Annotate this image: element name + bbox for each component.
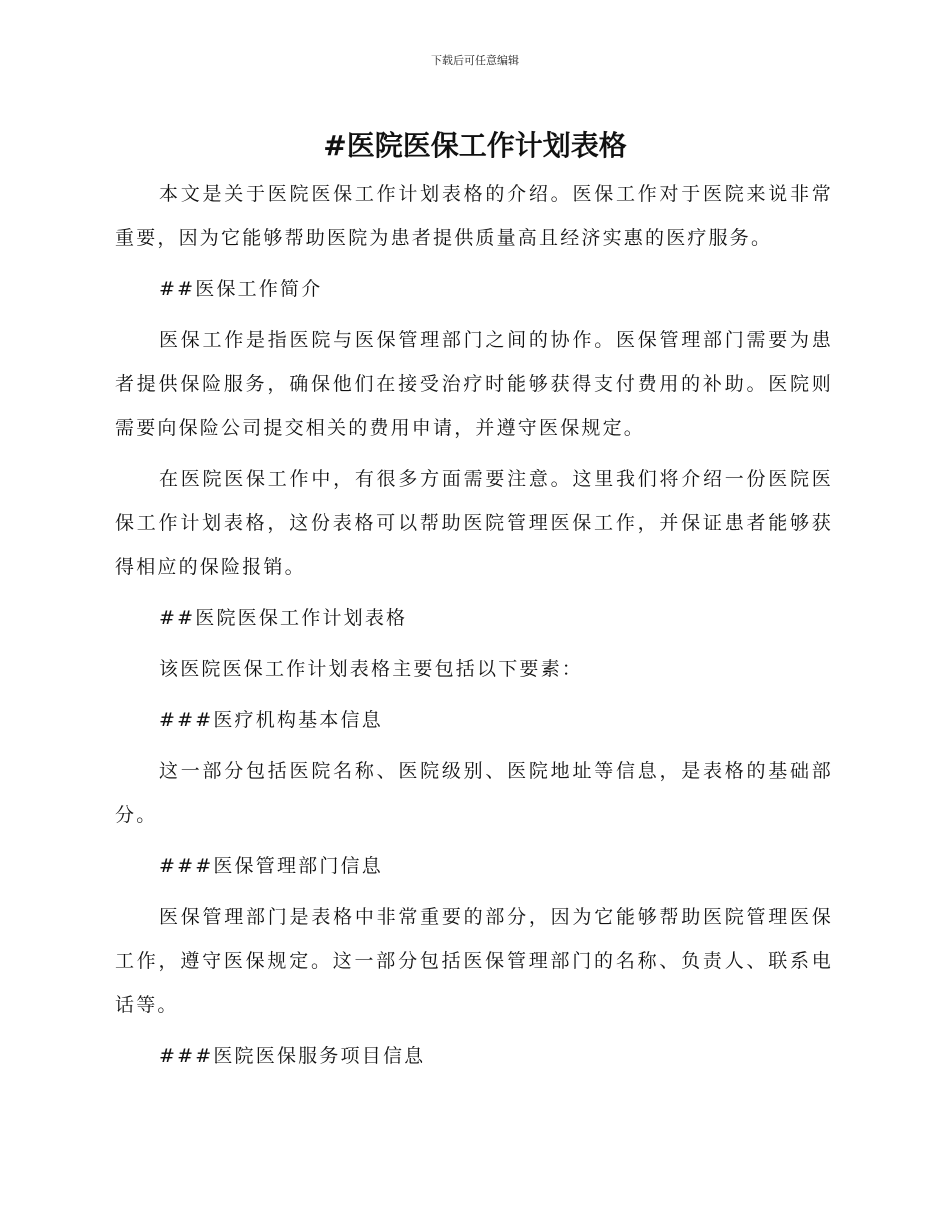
subsection-heading-institution-info: ###医疗机构基本信息 <box>159 709 383 731</box>
document-body <box>115 172 833 1085</box>
overview-paragraph-1: 医保工作是指医院与医保管理部门之间的协作。医保管理部门需要为患者提供保险服务，确保他们在接受治疗时能够获得支付费用的补助。医院则需要向保险公司提交相关的费用申请，并遵守医保规定。 <box>115 329 833 439</box>
header-note: 下载后可任意编辑 <box>431 54 519 67</box>
section-heading-plan-table: ##医院医保工作计划表格 <box>159 607 408 629</box>
plan-table-intro-line: 该医院医保工作计划表格主要包括以下要素： <box>159 658 584 680</box>
subsection-heading-department-info: ###医保管理部门信息 <box>159 855 383 877</box>
intro-paragraph: 本文是关于医院医保工作计划表格的介绍。医保工作对于医院来说非常重要，因为它能够帮助医院为患者提供质量高且经济实惠的医疗服务。 <box>115 183 833 249</box>
section-heading-overview: ##医保工作简介 <box>159 278 323 300</box>
institution-info-paragraph: 这一部分包括医院名称、医院级别、医院地址等信息，是表格的基础部分。 <box>115 760 833 826</box>
document-title: #医院医保工作计划表格 <box>323 129 627 162</box>
department-info-paragraph: 医保管理部门是表格中非常重要的部分，因为它能够帮助医院管理医保工作，遵守医保规定。这一部分包括医保管理部门的名称、负责人、联系电话等。 <box>115 906 833 1016</box>
subsection-heading-service-items: ###医院医保服务项目信息 <box>159 1045 426 1067</box>
overview-paragraph-2: 在医院医保工作中，有很多方面需要注意。这里我们将介绍一份医院医保工作计划表格，这份表格可以帮助医院管理医保工作，并保证患者能够获得相应的保险报销。 <box>115 468 833 578</box>
